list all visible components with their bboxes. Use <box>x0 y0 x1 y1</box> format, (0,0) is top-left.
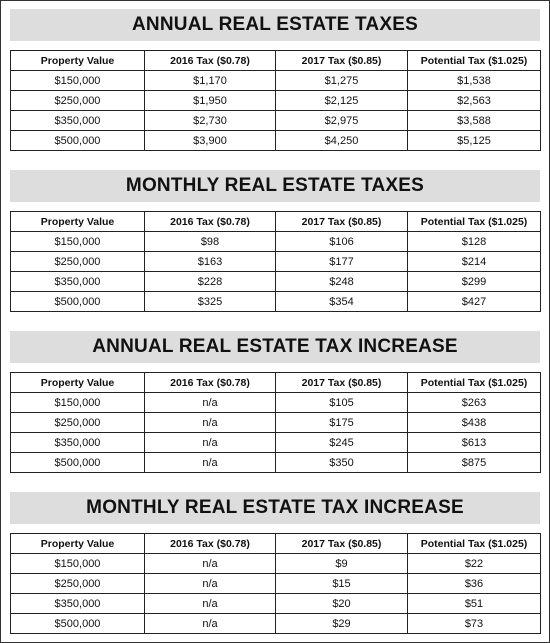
table-cell: n/a <box>145 614 276 634</box>
table-cell: n/a <box>145 574 276 594</box>
annual-tax-increase-section <box>10 331 540 473</box>
table-cell: $36 <box>408 574 541 594</box>
table-cell: $4,250 <box>276 131 408 151</box>
table-row <box>11 393 541 413</box>
table-row <box>11 554 541 574</box>
table-cell: n/a <box>145 594 276 614</box>
table-cell: $250,000 <box>11 574 145 594</box>
table-cell: $98 <box>145 232 276 252</box>
table-cell: $228 <box>145 272 276 292</box>
header-row <box>11 51 541 71</box>
table-cell: $245 <box>276 433 408 453</box>
column-header: 2017 Tax ($0.85) <box>276 51 408 71</box>
table-row <box>11 252 541 272</box>
table-cell: $5,125 <box>408 131 541 151</box>
table-cell: n/a <box>145 453 276 473</box>
table-cell: $175 <box>276 413 408 433</box>
table-cell: $150,000 <box>11 71 145 91</box>
table-cell: $150,000 <box>11 232 145 252</box>
column-header: Potential Tax ($1.025) <box>408 212 541 232</box>
annual-tax-increase-table <box>10 372 541 473</box>
table-cell: $1,275 <box>276 71 408 91</box>
table-cell: $500,000 <box>11 292 145 312</box>
table-cell: $875 <box>408 453 541 473</box>
header-row <box>11 534 541 554</box>
column-header: Property Value <box>11 534 145 554</box>
table-cell: $438 <box>408 413 541 433</box>
table-cell: $15 <box>276 574 408 594</box>
table-row <box>11 272 541 292</box>
table-cell: $51 <box>408 594 541 614</box>
table-cell: $22 <box>408 554 541 574</box>
table-cell: $299 <box>408 272 541 292</box>
table-row <box>11 413 541 433</box>
table-row <box>11 71 541 91</box>
table-cell: $150,000 <box>11 554 145 574</box>
table-cell: $350,000 <box>11 433 145 453</box>
table-cell: $250,000 <box>11 413 145 433</box>
column-header: Property Value <box>11 51 145 71</box>
table-cell: $350,000 <box>11 594 145 614</box>
table-cell: $2,125 <box>276 91 408 111</box>
column-header: 2017 Tax ($0.85) <box>276 534 408 554</box>
column-header: Potential Tax ($1.025) <box>408 534 541 554</box>
header-row <box>11 212 541 232</box>
table-cell: $214 <box>408 252 541 272</box>
table-cell: $177 <box>276 252 408 272</box>
table-cell: $500,000 <box>11 131 145 151</box>
monthly-tax-increase-table <box>10 533 541 634</box>
table-cell: n/a <box>145 413 276 433</box>
column-header: 2016 Tax ($0.78) <box>145 373 276 393</box>
table-row <box>11 111 541 131</box>
column-header: Potential Tax ($1.025) <box>408 373 541 393</box>
annual-taxes-section <box>10 9 540 151</box>
table-cell: $9 <box>276 554 408 574</box>
monthly-tax-increase-section <box>10 492 540 634</box>
table-cell: $1,950 <box>145 91 276 111</box>
table-row <box>11 232 541 252</box>
column-header: 2016 Tax ($0.78) <box>145 51 276 71</box>
column-header: 2017 Tax ($0.85) <box>276 212 408 232</box>
table-cell: $1,538 <box>408 71 541 91</box>
table-row <box>11 614 541 634</box>
annual-taxes-table <box>10 50 541 151</box>
table-cell: $250,000 <box>11 252 145 272</box>
monthly-taxes-section <box>10 170 540 312</box>
table-cell: $350,000 <box>11 111 145 131</box>
table-cell: $250,000 <box>11 91 145 111</box>
table-cell: $500,000 <box>11 614 145 634</box>
header-row <box>11 373 541 393</box>
column-header: 2016 Tax ($0.78) <box>145 212 276 232</box>
table-cell: $29 <box>276 614 408 634</box>
table-cell: $1,170 <box>145 71 276 91</box>
table-row <box>11 453 541 473</box>
monthly-taxes-table <box>10 211 541 312</box>
section-title: ANNUAL REAL ESTATE TAX INCREASE <box>10 331 540 363</box>
table-cell: $3,900 <box>145 131 276 151</box>
table-row <box>11 131 541 151</box>
table-row <box>11 91 541 111</box>
table-cell: $128 <box>408 232 541 252</box>
table-cell: $2,730 <box>145 111 276 131</box>
table-cell: $613 <box>408 433 541 453</box>
table-cell: $2,563 <box>408 91 541 111</box>
table-cell: $248 <box>276 272 408 292</box>
table-cell: $3,588 <box>408 111 541 131</box>
table-row <box>11 292 541 312</box>
column-header: Property Value <box>11 373 145 393</box>
table-cell: $427 <box>408 292 541 312</box>
table-cell: $2,975 <box>276 111 408 131</box>
section-title: ANNUAL REAL ESTATE TAXES <box>10 9 540 41</box>
section-title: MONTHLY REAL ESTATE TAX INCREASE <box>10 492 540 524</box>
table-cell: $263 <box>408 393 541 413</box>
table-cell: $350 <box>276 453 408 473</box>
table-cell: $106 <box>276 232 408 252</box>
column-header: 2016 Tax ($0.78) <box>145 534 276 554</box>
table-cell: $350,000 <box>11 272 145 292</box>
table-cell: n/a <box>145 433 276 453</box>
table-cell: n/a <box>145 393 276 413</box>
table-row <box>11 594 541 614</box>
section-title: MONTHLY REAL ESTATE TAXES <box>10 170 540 202</box>
table-cell: $163 <box>145 252 276 272</box>
table-cell: $354 <box>276 292 408 312</box>
table-cell: $20 <box>276 594 408 614</box>
table-cell: $150,000 <box>11 393 145 413</box>
column-header: Property Value <box>11 212 145 232</box>
column-header: 2017 Tax ($0.85) <box>276 373 408 393</box>
table-row <box>11 574 541 594</box>
table-cell: $105 <box>276 393 408 413</box>
table-cell: $500,000 <box>11 453 145 473</box>
table-cell: n/a <box>145 554 276 574</box>
table-cell: $73 <box>408 614 541 634</box>
table-cell: $325 <box>145 292 276 312</box>
column-header: Potential Tax ($1.025) <box>408 51 541 71</box>
table-row <box>11 433 541 453</box>
